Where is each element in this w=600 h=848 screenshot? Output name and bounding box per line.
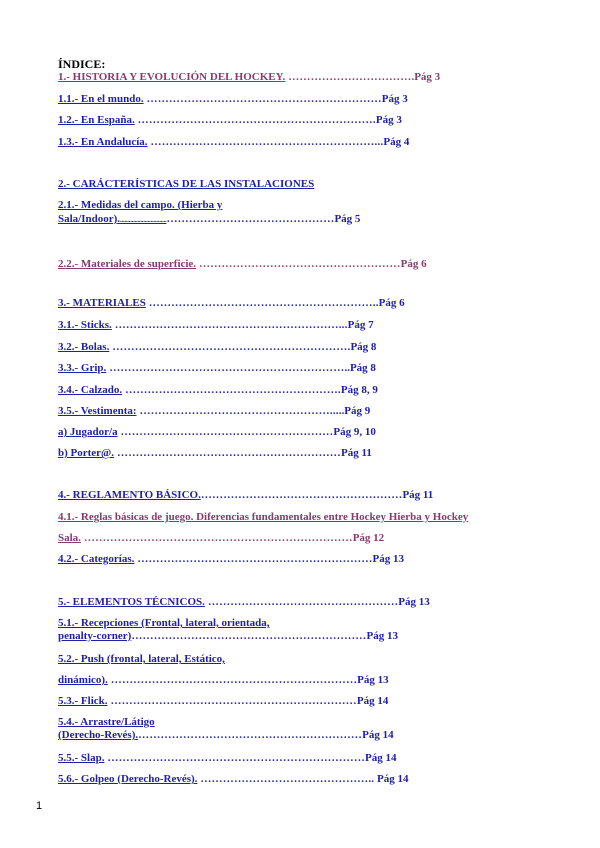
toc-entry-title[interactable]: 1.1.- En el mundo. xyxy=(58,93,144,105)
toc-entry-dots: …………………………………………………. xyxy=(122,384,341,396)
toc-entry-2-1[interactable] xyxy=(58,199,520,227)
toc-entry-3-1[interactable] xyxy=(58,319,520,332)
index-heading: ÍNDICE: xyxy=(58,57,106,71)
footer-page-number: 1 xyxy=(36,800,43,812)
toc-entry-dots: ……………………………………………………... xyxy=(111,319,348,331)
toc-entry-4[interactable] xyxy=(58,489,520,502)
toc-entry-title[interactable]: 3.1.- Sticks. xyxy=(58,319,112,331)
toc-entry-small-dots: ................................ xyxy=(120,216,167,224)
toc-entry-dots: ……………………………………………………… xyxy=(106,362,345,374)
toc-entry-title-line2[interactable]: dinámico). xyxy=(58,674,108,686)
toc-entry-1-2[interactable] xyxy=(58,114,520,127)
toc-entry-title-line1[interactable]: 4.1.- Reglas básicas de juego. Diferencias fundamentales entre Hockey Hierba y Hockey xyxy=(58,511,469,523)
toc-entry-page: Pág 3 xyxy=(375,114,402,126)
toc-entry-2[interactable] xyxy=(58,178,520,191)
toc-entry-3[interactable] xyxy=(58,297,520,310)
toc-entry-dots: ……………………………………………………... xyxy=(147,136,384,148)
toc-entry-3-2[interactable] xyxy=(58,341,520,354)
toc-entry-title[interactable]: 1.- HISTORIA Y EVOLUCIÓN DEL HOCKEY. xyxy=(58,71,286,83)
toc-entry-dots: ……………………………………………………… xyxy=(134,553,373,565)
toc-entry-page: Pág 9, 10 xyxy=(333,426,376,438)
toc-entry-title[interactable]: 1.3.- En Andalucía. xyxy=(58,136,148,148)
toc-entry-5-1[interactable] xyxy=(58,617,520,643)
toc-entry-title-line2[interactable]: Sala. xyxy=(58,532,81,544)
toc-entry-dots: ………………………………………………………. xyxy=(109,341,351,353)
toc-entry-dots: ……………………………………………… xyxy=(196,258,401,270)
toc-entry-page: Pág 4 xyxy=(383,136,410,148)
toc-entry-dots: …………………………………………………….. xyxy=(145,297,379,309)
toc-entry-5-5[interactable] xyxy=(58,752,520,765)
toc-entry-page: Pág 11 xyxy=(341,447,372,459)
toc-entry-page: Pág 14 xyxy=(356,695,389,707)
toc-entry-dots: ………………………………………………… xyxy=(117,426,334,438)
toc-entry-dots: …………………………………………… xyxy=(204,596,399,608)
toc-entry-5-2[interactable] xyxy=(58,653,520,687)
toc-entry-page: Pág 5 xyxy=(334,213,361,225)
toc-entry-title[interactable]: 1.2.- En España. xyxy=(58,114,135,126)
toc-entry-title[interactable]: 3.3.- Grip. xyxy=(58,362,107,374)
toc-entry-page: Pág 14 xyxy=(365,752,397,764)
toc-entry-page: .Pág 3 xyxy=(411,71,441,83)
toc-entry-3-5-b[interactable] xyxy=(58,447,520,460)
toc-entry-3-3[interactable] xyxy=(58,362,520,375)
toc-entry-title-line2[interactable]: (Derecho-Revés). xyxy=(58,729,139,741)
toc-entry-dots: ……………………………………………………… xyxy=(131,630,367,642)
toc-entry-title-line1[interactable]: 5.2.- Push (frontal, lateral, Estático, xyxy=(58,653,225,665)
toc-entry-dots: …………………………………………………… xyxy=(114,447,341,459)
toc-entry-4-2[interactable] xyxy=(58,553,520,566)
toc-entry-dots: ……………………………………………… xyxy=(200,489,403,501)
toc-entry-dots: ………………………………………………………… xyxy=(107,674,358,686)
toc-entry-page: Pág 8, 9 xyxy=(340,384,378,396)
toc-entry-2-2[interactable] xyxy=(58,258,520,271)
toc-entry-dots: ……………………………………………………… xyxy=(143,93,382,105)
toc-entry-5-3[interactable] xyxy=(58,695,520,708)
toc-entry-1[interactable] xyxy=(58,71,520,84)
toc-entry-title[interactable]: 2.2.- Materiales de superficie. xyxy=(58,258,197,270)
toc-entry-title[interactable]: 3.- MATERIALES xyxy=(58,297,146,309)
toc-entry-dots: …………………………………………………… xyxy=(138,729,363,741)
toc-entry-dots: ……………………………………………………………… xyxy=(80,532,353,544)
toc-entry-page: Pág 13 xyxy=(398,596,430,608)
toc-entry-3-5[interactable] xyxy=(58,405,520,418)
toc-entry-title[interactable]: 2.- CARÁCTERÍSTICAS DE LAS INSTALACIONES xyxy=(58,178,315,190)
toc-entry-title[interactable]: 4.- REGLAMENTO BÁSICO. xyxy=(58,489,201,501)
toc-entry-title-line1[interactable]: 5.1.- Recepciones (Frontal, lateral, orientada, xyxy=(58,617,270,629)
toc-entry-dots: ………………………………………………………… xyxy=(107,695,357,707)
toc-entry-1-1[interactable] xyxy=(58,93,520,106)
toc-entry-page: Pág 6 xyxy=(400,258,427,270)
toc-entry-1-3[interactable] xyxy=(58,136,520,149)
toc-entry-page: Pág 14 xyxy=(362,729,394,741)
toc-entry-page: Pág 11 xyxy=(402,489,434,501)
toc-entry-dots: …………………………………………………………… xyxy=(104,752,366,764)
toc-entry-title[interactable]: 5.3.- Flick. xyxy=(58,695,108,707)
toc-entry-dots: ……………………………………………... xyxy=(136,405,339,417)
toc-entry-5[interactable] xyxy=(58,596,520,609)
toc-entry-dots: …………………………… xyxy=(285,71,412,83)
toc-entry-page: Pág 6 xyxy=(378,297,405,309)
toc-entry-page: Pág 3 xyxy=(381,93,408,105)
toc-entry-5-4[interactable] xyxy=(58,716,520,742)
toc-entry-title-line2[interactable]: penalty-corner) xyxy=(58,630,132,642)
toc-entry-title[interactable]: 3.2.- Bolas. xyxy=(58,341,110,353)
toc-entry-dots: ………………………………………………………. xyxy=(134,114,376,126)
toc-entry-page: Pág 14 xyxy=(374,773,409,785)
toc-entry-dots: ……………………………………… xyxy=(166,213,335,225)
toc-entry-3-4[interactable] xyxy=(58,384,520,397)
toc-entry-title-line1[interactable]: 5.4.- Arrastre/Látigo xyxy=(58,716,155,728)
toc-entry-page: Pág 13 xyxy=(366,630,398,642)
toc-entry-page: Pág 8 xyxy=(350,341,377,353)
toc-entry-title[interactable]: 3.5.- Vestimenta: xyxy=(58,405,137,417)
toc-entry-title[interactable]: 3.4.- Calzado. xyxy=(58,384,123,396)
toc-entry-page: Pág 7 xyxy=(347,319,374,331)
toc-entry-page: Pág 13 xyxy=(372,553,405,565)
toc-entry-3-5-a[interactable] xyxy=(58,426,520,439)
toc-entry-title[interactable]: 4.2.- Categorías. xyxy=(58,553,135,565)
toc-entry-page: ..Pág 8 xyxy=(344,362,376,374)
toc-entry-dots: ……………………………………….. xyxy=(197,773,375,785)
toc-entry-page: Pág 12 xyxy=(352,532,385,544)
toc-entry-title[interactable]: 5.5.- Slap. xyxy=(58,752,105,764)
toc-entry-title[interactable]: b) Porter@. xyxy=(58,447,115,459)
toc-entry-4-1[interactable] xyxy=(58,511,520,545)
toc-entry-page: Pág 13 xyxy=(357,674,389,686)
toc-entry-page: ..Pág 9 xyxy=(338,405,371,417)
toc-entry-title-line2[interactable]: Sala/Indoor). xyxy=(58,213,121,225)
toc-entry-5-6[interactable] xyxy=(58,773,520,786)
toc-entry-title[interactable]: a) Jugador/a xyxy=(58,426,118,438)
toc-entry-title[interactable]: 5.- ELEMENTOS TÉCNICOS. xyxy=(58,596,205,608)
toc-entry-title-line1[interactable]: 2.1.- Medidas del campo. (Hierba y xyxy=(58,199,223,211)
toc-entry-title[interactable]: 5.6.- Golpeo (Derecho-Revés). xyxy=(58,773,198,785)
